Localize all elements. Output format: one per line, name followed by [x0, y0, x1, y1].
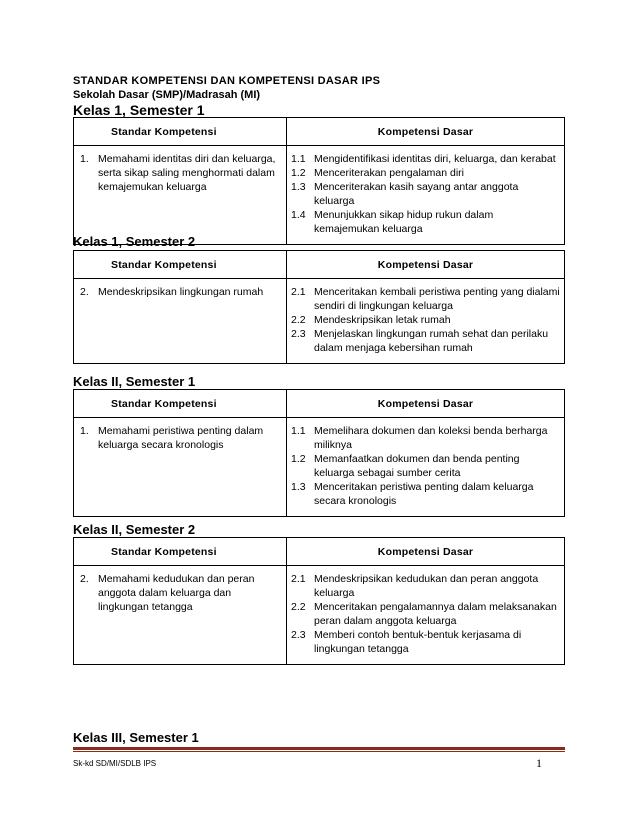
kd-item [291, 208, 560, 236]
sk-cell [74, 566, 287, 665]
kd-number: 1.1 [291, 425, 306, 437]
section-heading-kelas2-sem1: Kelas II, Semester 1 [73, 374, 196, 389]
kd-number: 1.1 [291, 153, 306, 165]
kd-number: 1.3 [291, 181, 306, 193]
kd-text: Mendeskripsikan letak rumah [314, 314, 451, 326]
kd-text: Mendeskripsikan kedudukan dan peran anggota keluarga [314, 573, 539, 599]
kd-text: Memberi contoh bentuk-bentuk kerjasama di lingkungan tetangga [314, 629, 522, 655]
header-kompetensi-dasar: Kompetensi Dasar [287, 118, 565, 146]
section-heading-kelas1-sem1: Kelas 1, Semester 1 [73, 102, 205, 118]
kd-cell [287, 418, 565, 517]
sk-text: Memahami identitas diri dan keluarga, serta sikap saling menghormati dalam kemajemukan keluarga [98, 153, 276, 193]
competency-table-kelas2-sem2 [73, 537, 565, 665]
kd-cell [287, 566, 565, 665]
footer-document-label: Sk-kd SD/MI/SDLB IPS [73, 759, 157, 768]
sk-text: Memahami kedudukan dan peran anggota dalam keluarga dan lingkungan tetangga [98, 573, 255, 613]
kd-item [291, 600, 560, 628]
kd-text: Menunjukkan sikap hidup rukun dalam kemajemukan keluarga [314, 209, 494, 235]
kd-text: Menceritakan pengalamannya dalam melaksanakan peran dalam anggota keluarga [314, 601, 557, 627]
sk-cell [74, 146, 287, 245]
kd-item [291, 452, 560, 480]
kd-text: Menceritakan peristiwa penting dalam keluarga secara kronologis [314, 481, 534, 507]
kd-item [291, 572, 560, 600]
kd-item [291, 480, 560, 508]
kd-number: 2.1 [291, 286, 306, 298]
kd-number: 1.2 [291, 167, 306, 179]
kd-number: 2.3 [291, 328, 306, 340]
kd-item [291, 166, 560, 180]
header-kompetensi-dasar: Kompetensi Dasar [287, 538, 565, 566]
page-number: 1 [536, 756, 542, 770]
kd-item [291, 424, 560, 452]
sk-cell [74, 418, 287, 517]
sk-text: Mendeskripsikan lingkungan rumah [98, 286, 264, 298]
kd-text: Menceriterakan pengalaman diri [314, 167, 464, 179]
kd-item [291, 180, 560, 208]
header-kompetensi-dasar: Kompetensi Dasar [287, 251, 565, 279]
kd-item [291, 628, 560, 656]
kd-cell [287, 279, 565, 364]
competency-table-kelas1-sem2 [73, 250, 565, 364]
kd-text: Mengidentifikasi identitas diri, keluarga, dan kerabat [314, 153, 556, 165]
kd-text: Memanfaatkan dokumen dan benda penting keluarga sebagai sumber cerita [314, 453, 520, 479]
kd-text: Menjelaskan lingkungan rumah sehat dan perilaku dalam menjaga kebersihan rumah [314, 328, 549, 354]
competency-table-kelas2-sem1 [73, 389, 565, 517]
header-standar-kompetensi: Standar Kompetensi [74, 390, 287, 418]
kd-number: 2.2 [291, 314, 306, 326]
kd-number: 1.3 [291, 481, 306, 493]
sk-number: 2. [80, 573, 89, 585]
kd-item [291, 313, 560, 327]
kd-number: 1.4 [291, 209, 306, 221]
header-standar-kompetensi: Standar Kompetensi [74, 118, 287, 146]
footer-divider [73, 747, 565, 750]
section-heading-kelas3-sem1: Kelas III, Semester 1 [73, 730, 199, 745]
kd-item [291, 285, 560, 313]
document-subtitle: Sekolah Dasar (SMP)/Madrasah (MI) [73, 89, 261, 101]
kd-cell [287, 146, 565, 245]
kd-text: Menceritakan kembali peristiwa penting yang dialami sendiri di lingkungan keluarga [314, 286, 560, 312]
sk-number: 1. [80, 153, 89, 165]
kd-text: Menceriterakan kasih sayang antar anggota keluarga [314, 181, 519, 207]
section-heading-kelas1-sem2: Kelas 1, Semester 2 [73, 234, 196, 249]
kd-number: 1.2 [291, 453, 306, 465]
header-standar-kompetensi: Standar Kompetensi [74, 251, 287, 279]
sk-text: Memahami peristiwa penting dalam keluarga secara kronologis [98, 425, 264, 451]
kd-text: Memelihara dokumen dan koleksi benda berharga miliknya [314, 425, 548, 451]
kd-item [291, 327, 560, 355]
kd-number: 2.1 [291, 573, 306, 585]
sk-cell [74, 279, 287, 364]
competency-table-kelas1-sem1 [73, 117, 565, 245]
kd-item [291, 152, 560, 166]
header-kompetensi-dasar: Kompetensi Dasar [287, 390, 565, 418]
kd-number: 2.2 [291, 601, 306, 613]
sk-number: 2. [80, 286, 89, 298]
kd-number: 2.3 [291, 629, 306, 641]
document-title: STANDAR KOMPETENSI DAN KOMPETENSI DASAR IPS [73, 75, 381, 87]
sk-number: 1. [80, 425, 89, 437]
section-heading-kelas2-sem2: Kelas II, Semester 2 [73, 522, 196, 537]
footer-divider-thin [73, 751, 565, 752]
header-standar-kompetensi: Standar Kompetensi [74, 538, 287, 566]
